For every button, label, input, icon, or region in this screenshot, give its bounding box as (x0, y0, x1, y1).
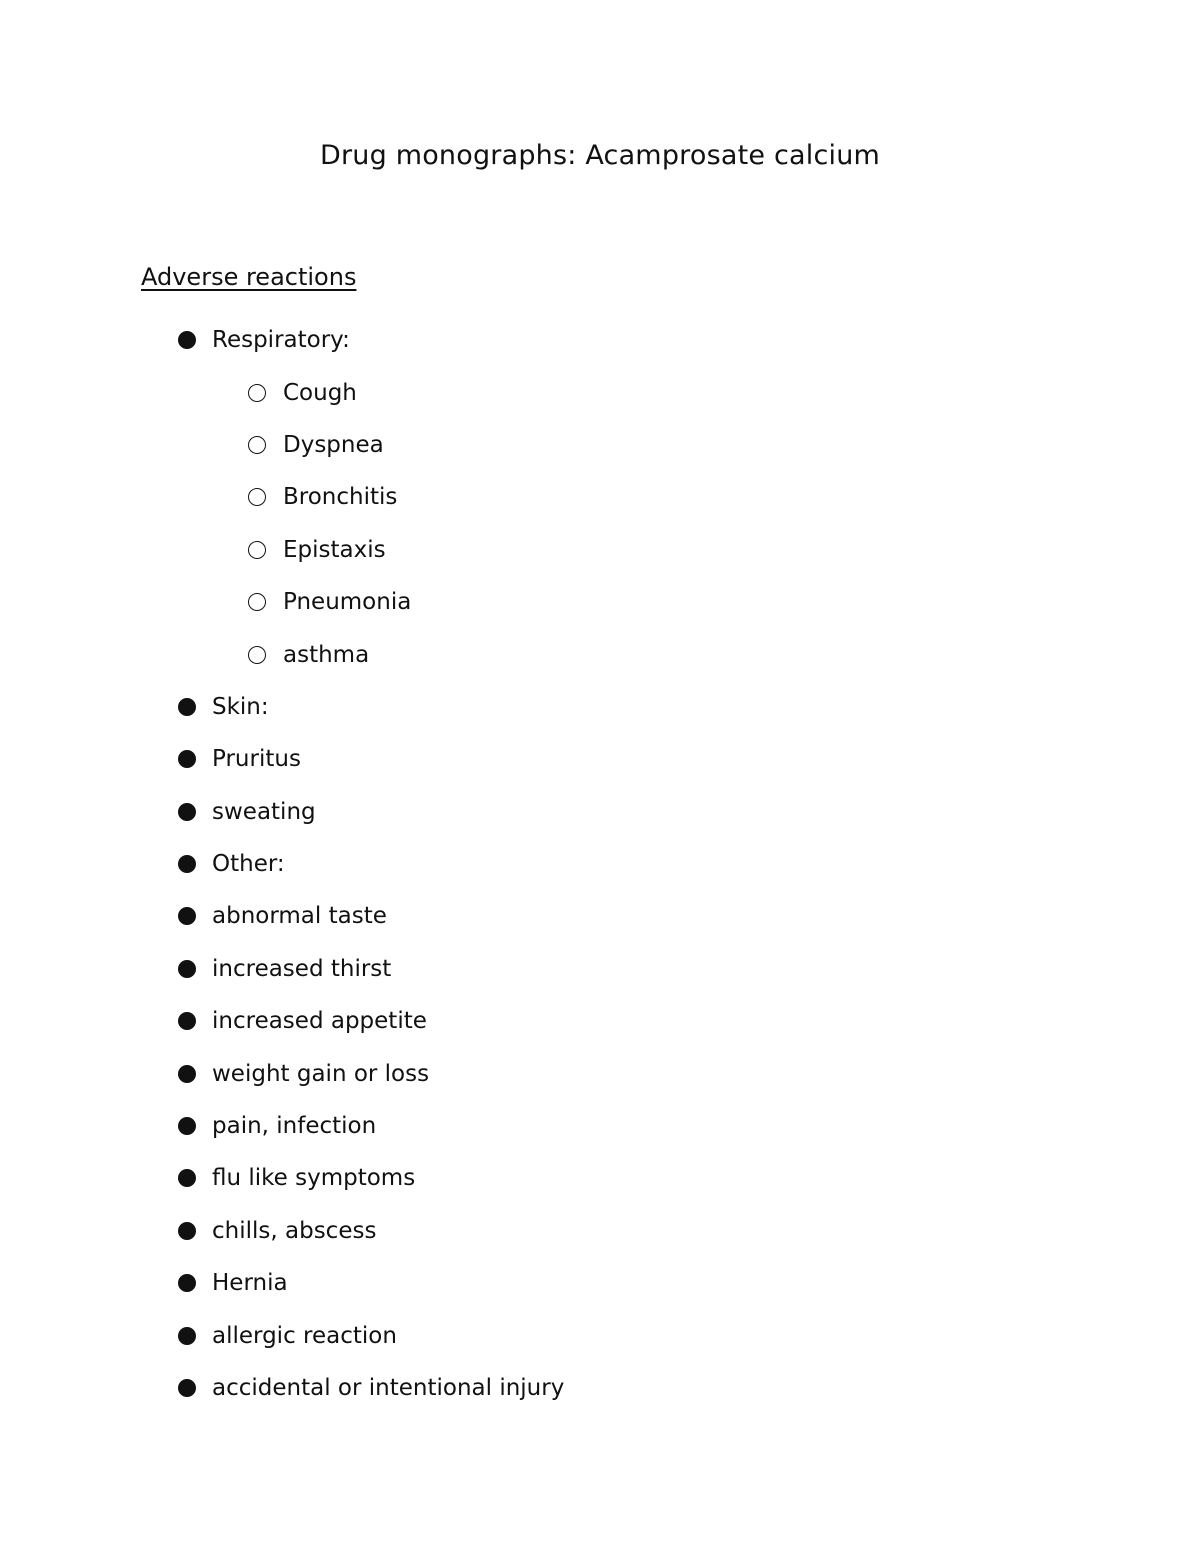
list-item (0, 1362, 564, 1414)
list-item (0, 733, 564, 785)
sub-list-item (0, 628, 564, 680)
filled-bullet-icon (178, 960, 196, 978)
filled-bullet-icon (178, 1065, 196, 1083)
list-item-text: increased appetite (212, 1008, 427, 1035)
list-item-text: Skin: (212, 693, 269, 720)
list-item-text: Cough (283, 379, 357, 406)
document-title: Drug monographs: Acamprosate calcium (319, 140, 881, 171)
list-item-text: sweating (212, 798, 316, 825)
list-item (0, 681, 564, 733)
filled-bullet-icon (178, 855, 196, 873)
list-item (0, 1152, 564, 1204)
sub-list-item (0, 471, 564, 523)
hollow-bullet-icon (248, 436, 266, 454)
filled-bullet-icon (178, 331, 196, 349)
list-item-text: flu like symptoms (212, 1165, 416, 1192)
list-item-text: asthma (283, 641, 370, 668)
list-item-text: Respiratory: (212, 327, 350, 354)
list-item-text: abnormal taste (212, 903, 387, 930)
filled-bullet-icon (178, 1379, 196, 1397)
list-item-text: pain, infection (212, 1113, 377, 1140)
list-item (0, 1047, 564, 1099)
filled-bullet-icon (178, 1169, 196, 1187)
list-item-text: Bronchitis (283, 484, 398, 511)
filled-bullet-icon (178, 907, 196, 925)
filled-bullet-icon (178, 1274, 196, 1292)
filled-bullet-icon (178, 803, 196, 821)
sub-list-item (0, 524, 564, 576)
list-item (0, 1205, 564, 1257)
list-item-text: Dyspnea (283, 431, 384, 458)
list-item-text: chills, abscess (212, 1217, 377, 1244)
list-item-text: Pruritus (212, 746, 301, 773)
sub-list-item (0, 419, 564, 471)
adverse-reactions-list (0, 314, 564, 1414)
list-item-text: increased thirst (212, 955, 392, 982)
list-item (0, 943, 564, 995)
list-item (0, 1100, 564, 1152)
filled-bullet-icon (178, 750, 196, 768)
list-item-text: weight gain or loss (212, 1060, 430, 1087)
hollow-bullet-icon (248, 541, 266, 559)
list-item (0, 1309, 564, 1361)
list-item-text: Hernia (212, 1270, 288, 1297)
filled-bullet-icon (178, 1222, 196, 1240)
filled-bullet-icon (178, 1117, 196, 1135)
filled-bullet-icon (178, 1327, 196, 1345)
list-item (0, 838, 564, 890)
filled-bullet-icon (178, 1012, 196, 1030)
sub-list-item (0, 366, 564, 418)
hollow-bullet-icon (248, 488, 266, 506)
list-item (0, 995, 564, 1047)
list-item-text: Pneumonia (283, 589, 412, 616)
list-item (0, 1257, 564, 1309)
list-item-text: Other: (212, 851, 285, 878)
list-item (0, 314, 564, 366)
hollow-bullet-icon (248, 646, 266, 664)
hollow-bullet-icon (248, 384, 266, 402)
sub-list-item (0, 576, 564, 628)
list-item-text: accidental or intentional injury (212, 1375, 565, 1401)
section-heading-adverse-reactions: Adverse reactions (141, 263, 357, 291)
list-item (0, 890, 564, 942)
list-item-text: Epistaxis (283, 536, 386, 563)
list-item-text: allergic reaction (212, 1322, 397, 1349)
hollow-bullet-icon (248, 593, 266, 611)
filled-bullet-icon (178, 698, 196, 716)
list-item (0, 786, 564, 838)
